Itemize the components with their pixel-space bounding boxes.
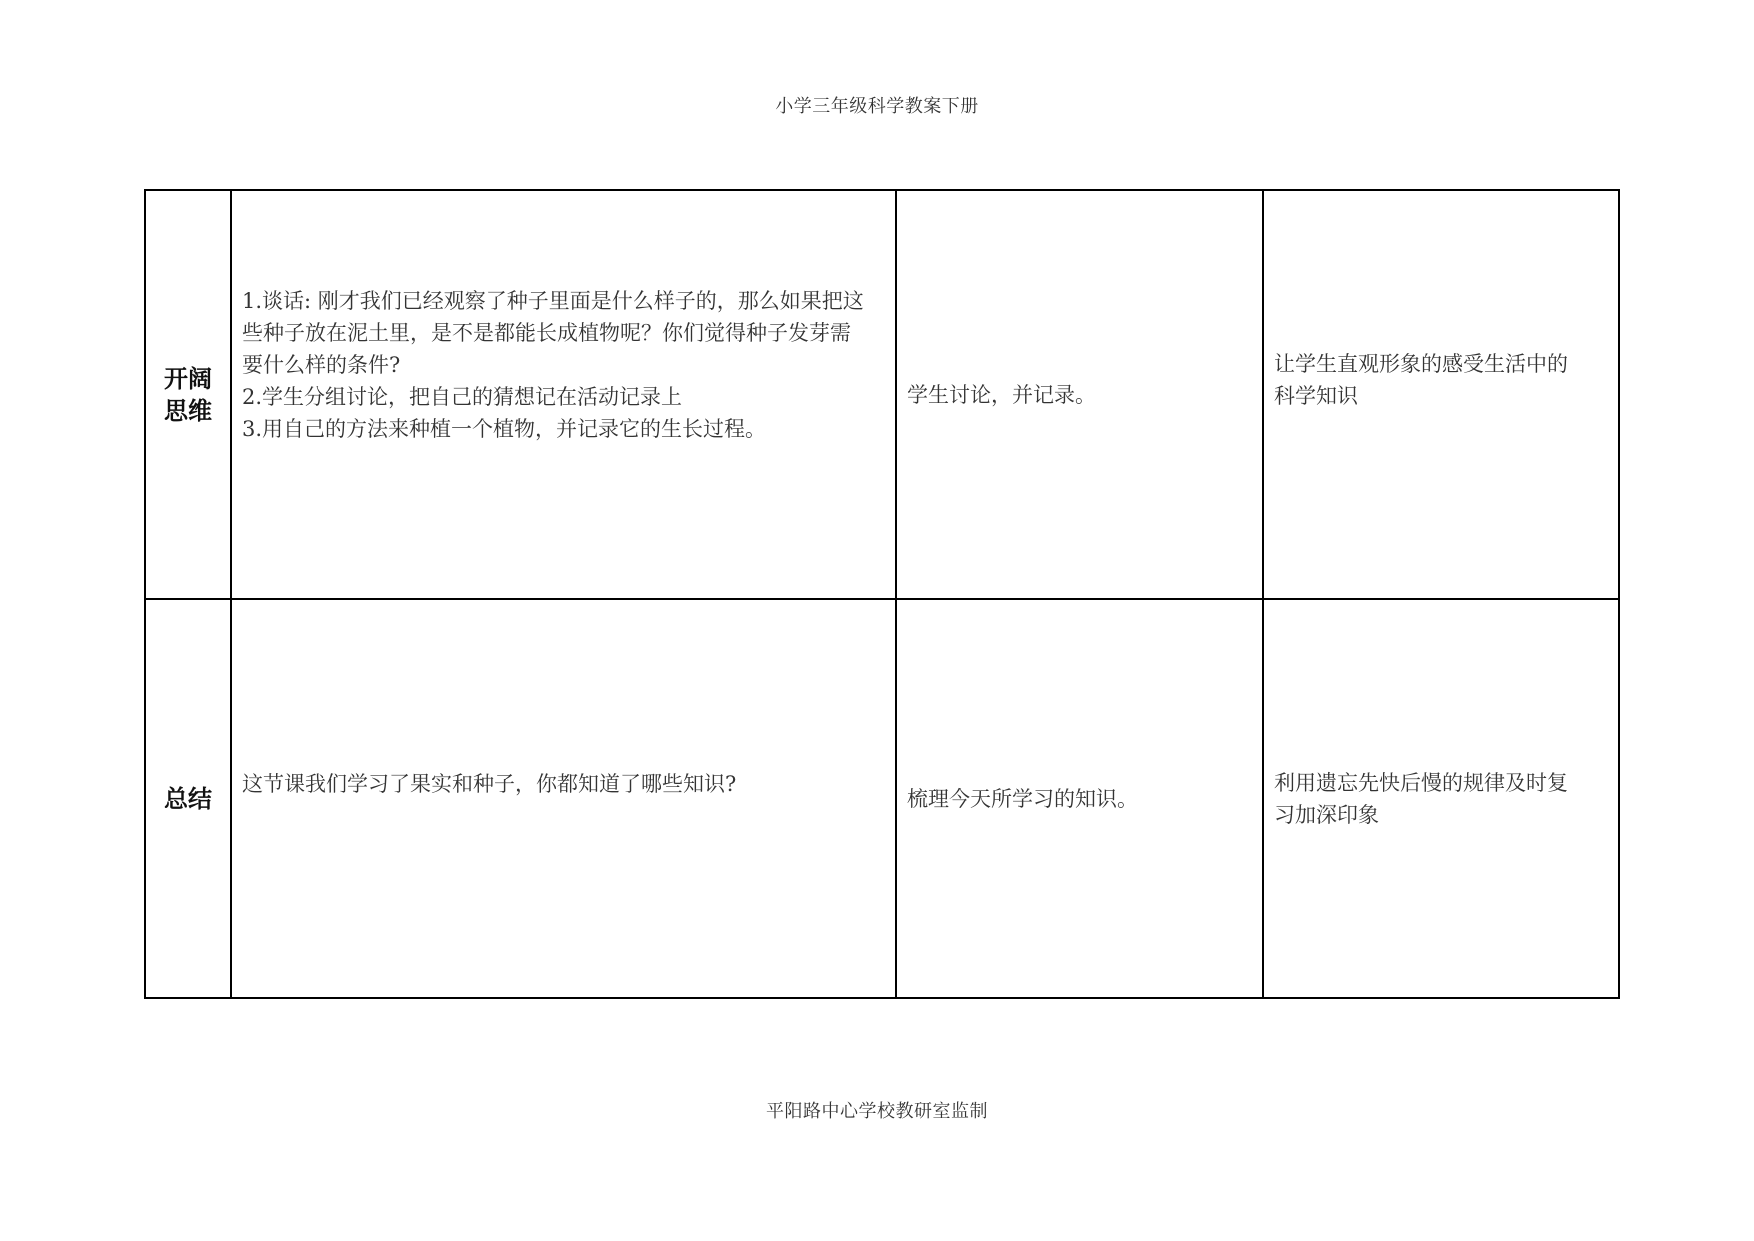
design-intent-cell xyxy=(1263,190,1619,599)
page-footer: 平阳路中心学校教研室监制 xyxy=(766,1101,988,1122)
section-label-line: 思维 xyxy=(164,396,212,425)
lesson-plan-table xyxy=(144,189,1620,999)
teacher-activity-line: 3.用自己的方法来种植一个植物，并记录它的生长过程。 xyxy=(242,416,767,441)
section-label-line: 总结 xyxy=(164,784,212,813)
table-row-summary xyxy=(145,599,1619,998)
teacher-activity-line: 些种子放在泥土里，是不是都能长成植物呢？你们觉得种子发芽需 xyxy=(242,320,851,345)
design-intent-line: 科学知识 xyxy=(1274,383,1358,408)
student-activity-cell xyxy=(896,599,1263,998)
section-label-line: 开阔 xyxy=(164,364,212,393)
teacher-activity-line: 要什么样的条件? xyxy=(242,352,401,377)
student-activity-text: 梳理今天所学习的知识。 xyxy=(907,786,1138,811)
teacher-activity-cell xyxy=(231,599,896,998)
student-activity-text: 学生讨论，并记录。 xyxy=(907,382,1096,407)
design-intent-line: 习加深印象 xyxy=(1274,802,1379,827)
teacher-activity-line: 这节课我们学习了果实和种子，你都知道了哪些知识? xyxy=(242,771,737,796)
section-label-summary xyxy=(145,599,231,998)
design-intent-line: 利用遗忘先快后慢的规律及时复 xyxy=(1274,770,1568,795)
section-label-expand-thinking xyxy=(145,190,231,599)
design-intent-cell xyxy=(1263,599,1619,998)
teacher-activity-line: 1.谈话: 刚才我们已经观察了种子里面是什么样子的，那么如果把这 xyxy=(242,288,864,313)
teacher-activity-cell xyxy=(231,190,896,599)
teacher-activity-line: 2.学生分组讨论，把自己的猜想记在活动记录上 xyxy=(242,384,683,409)
table-row-expand-thinking xyxy=(145,190,1619,599)
page-header: 小学三年级科学教案下册 xyxy=(775,96,979,117)
design-intent-line: 让学生直观形象的感受生活中的 xyxy=(1274,351,1568,376)
student-activity-cell xyxy=(896,190,1263,599)
